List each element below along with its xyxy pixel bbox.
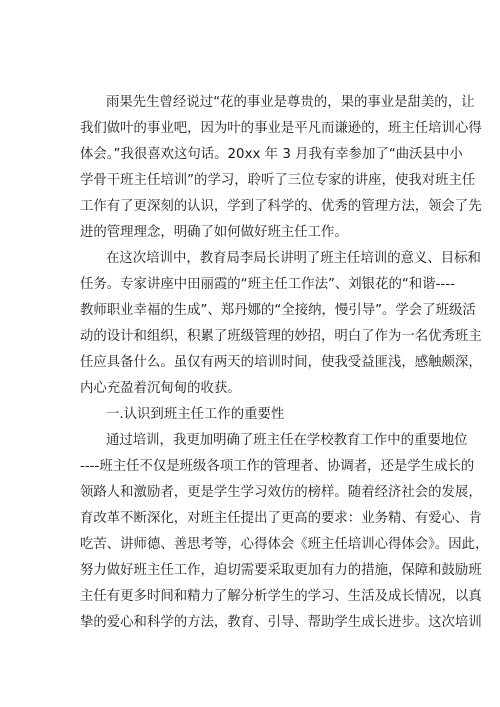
section-heading: 一.认识到班主任工作的重要性 — [106, 407, 285, 422]
paragraph-2-line-2: 任务。专家讲座中田丽霞的“班主任工作法”、刘银花的“和谐---- — [80, 277, 455, 292]
paragraph-3-line-4: 育改革不断深化，对班主任提出了更高的要求：业务精、有爱心、肯 — [80, 511, 482, 526]
paragraph-1-line-3: 体会。”我很喜欢这句话。20xx 年 3 月我有幸参加了“曲沃县中小 — [80, 147, 463, 162]
paragraph-3-line-7: 主任有更多时间和精力了解分析学生的学习、生活及成长情况，以真 — [80, 589, 482, 604]
paragraph-3-line-6: 努力做好班主任工作，迫切需要采取更加有力的措施，保障和鼓励班 — [80, 563, 482, 578]
paragraph-2-line-4: 动的设计和组织，积累了班级管理的妙招，明白了作为一名优秀班主 — [80, 329, 482, 344]
paragraph-1-line-5: 工作有了更深刻的认识，学到了科学的、优秀的管理方法，领会了先 — [80, 199, 482, 214]
paragraph-1-line-4: 学骨干班主任培训”的学习，聆听了三位专家的讲座，使我对班主任 — [80, 173, 476, 188]
paragraph-1-line-6: 进的管理理念，明确了如何做好班主任工作。 — [80, 225, 348, 240]
paragraph-1-line-2: 我们做叶的事业吧，因为叶的事业是平凡而谦逊的，班主任培训心得 — [80, 121, 482, 136]
paragraph-1-line-1: 雨果先生曾经说过“花的事业是尊贵的，果的事业是甜美的，让 — [106, 95, 475, 110]
paragraph-3-line-3: 领路人和激励者，更是学生学习效仿的榜样。随着经济社会的发展， — [80, 485, 482, 500]
paragraph-3-line-5: 吃苦、讲师德、善思考等，心得体会《班主任培训心得体会》。因此， — [80, 537, 489, 552]
paragraph-3-line-8: 挚的爱心和科学的方法，教育、引导、帮助学生成长进步。这次培训 — [80, 615, 482, 630]
paragraph-2-line-1: 在这次培训中，教育局李局长讲明了班主任培训的意义、目标和 — [106, 251, 481, 266]
paragraph-3-line-1: 通过培训，我更加明确了班主任在学校教育工作中的重要地位 — [106, 433, 468, 448]
paragraph-3-line-2: ----班主任不仅是班级各项工作的管理者、协调者，还是学生成长的 — [80, 459, 475, 474]
paragraph-2-line-3: 教师职业幸福的生成”、郑丹娜的“全接纳，慢引导”。学会了班级活 — [80, 303, 476, 318]
paragraph-2-line-6: 内心充盈着沉甸甸的收获。 — [80, 381, 241, 396]
paragraph-2-line-5: 任应具备什么。虽仅有两天的培训时间，使我受益匪浅，感触颇深， — [80, 355, 482, 370]
